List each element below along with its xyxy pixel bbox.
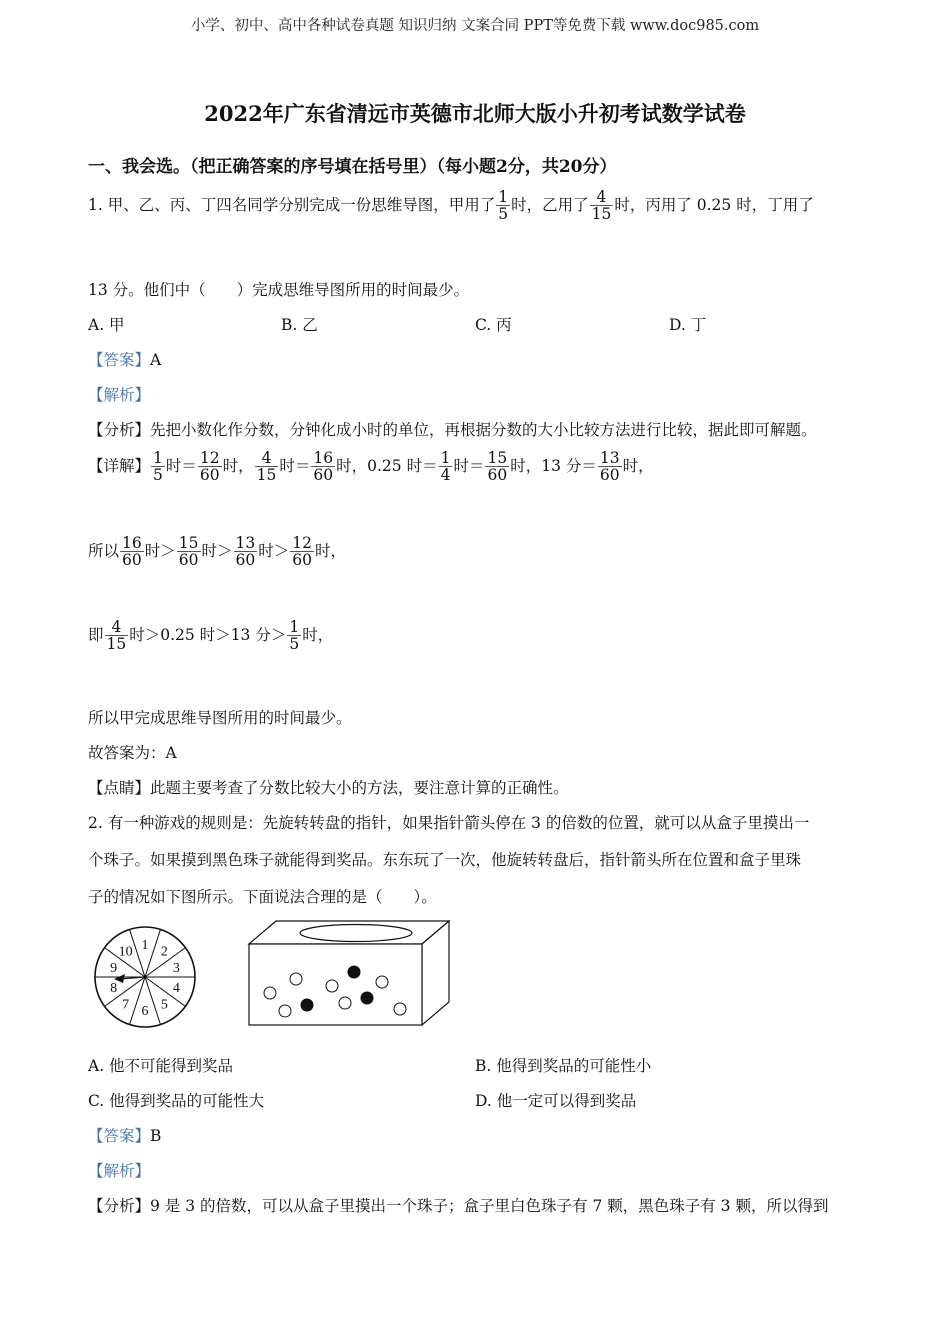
denominator: 60 [178,551,199,570]
answer-tag: 【答案】 [88,351,151,369]
bead-box-figure [244,918,456,1030]
frac [198,450,222,484]
fenxi-text: 先把小数化作分数，分钟化成小时的单位，再根据分数的大小比较方法进行比较，据此即可解题。 [150,421,817,439]
white-bead [394,1003,406,1015]
ie-text: 时， [302,625,334,644]
dianjing-tag: 【点睛】 [88,779,151,797]
spinner-number: 7 [122,997,130,1013]
spinner-number: 6 [141,1004,149,1019]
black-bead [301,999,314,1012]
q2-jiexi-tag: 【解析】 [88,1162,151,1180]
numerator: 1 [498,188,509,206]
numerator: 16 [313,449,334,467]
frac [177,535,201,569]
frac [290,535,314,569]
denominator: 5 [153,466,163,485]
spinner-figure [92,924,198,1030]
so-text: 时＞ [201,541,233,560]
numerator: 12 [292,534,312,552]
q2-option-a: A. 他不可能得到奖品 [88,1057,234,1075]
detail-text: 时， [622,456,654,475]
frac [439,450,453,484]
spinner-number: 4 [172,981,180,997]
frac [151,450,165,484]
denominator: 60 [235,551,256,570]
q2-stem-line1: 2. 有一种游戏的规则是：先旋转转盘的指针，如果指针箭头停在 3 的倍数的位置，就可以从盒子里摸出一 [88,814,810,832]
section-heading: 一、我会选。（把正确答案的序号填在括号里）（每小题2分，共20分） [88,157,617,177]
answer-value: A [150,351,162,369]
detail-text: 时＝ [453,456,485,475]
white-bead [326,980,338,992]
denominator: 60 [313,466,334,485]
box-opening [300,925,412,942]
answer-tag: 【答案】 [88,1127,151,1145]
detail-text: 时＝ [279,456,311,475]
spinner-number: 8 [110,981,118,997]
page-title: 2022年广东省清远市英德市北师大版小升初考试数学试卷 [204,101,746,126]
white-bead [279,1005,291,1017]
q1-frac-2 [590,189,614,223]
numerator: 12 [199,449,220,467]
denominator: 15 [256,466,277,485]
so-text: 时＞ [258,541,290,560]
spinner-number: 9 [110,960,118,976]
denominator: 15 [591,205,612,224]
white-bead [264,987,276,999]
q2-stem-line2: 个珠子。如果摸到黑色珠子就能得到奖品。东东玩了一次，他旋转转盘后，指针箭头所在位置和盒子里珠 [88,851,802,869]
q1-ie-line [88,619,333,653]
numerator: 16 [122,534,142,552]
page-header: 小学、初中、高中各种试卷真题 知识归纳 文案合同 PPT等免费下载 www.doc985.com [190,18,760,34]
black-bead [361,992,374,1005]
ie-text: 即 [88,625,104,644]
frac [105,619,129,653]
fenxi-tag: 【分析】 [88,421,151,439]
numerator: 4 [261,449,272,467]
q1-jiexi-tag: 【解析】 [88,386,151,404]
dianjing-text: 此题主要考查了分数比较大小的方法，要注意计算的正确性。 [150,779,569,797]
q1-frac-1 [496,189,510,223]
numerator: 15 [487,449,508,467]
detail-tag: 【详解】 [88,456,151,475]
white-bead [290,973,302,985]
white-bead [376,976,388,988]
fenxi-tag: 【分析】 [88,1197,151,1215]
spinner-number: 10 [118,944,133,960]
frac [287,619,301,653]
detail-text: 时，13 分＝ [510,456,597,475]
q2-fenxi [88,1194,828,1216]
q1-option-a: A. 甲 [88,316,125,334]
numerator: 15 [178,534,199,552]
fenxi-text: 9 是 3 的倍数，可以从盒子里摸出一个珠子；盒子里白色珠子有 7 颗，黑色珠子有 3 颗，所以得到 [150,1197,829,1215]
detail-text: 时＝ [165,456,197,475]
denominator: 5 [498,205,509,224]
numerator: 4 [111,618,122,636]
denominator: 5 [289,635,300,654]
q1-fenxi [88,418,817,440]
numerator: 13 [599,449,620,467]
white-bead [339,997,351,1009]
denominator: 60 [199,466,220,485]
denominator: 4 [440,466,451,485]
detail-text: 时， [222,456,254,475]
frac [485,450,509,484]
frac [311,450,335,484]
denominator: 60 [292,551,312,570]
denominator: 60 [122,551,142,570]
numerator: 1 [440,449,451,467]
q1-stem-line1 [88,189,814,223]
answer-value: B [150,1127,162,1145]
q1-dianjing [88,776,569,798]
spinner-number: 2 [160,944,168,960]
so-text: 所以 [88,541,120,560]
q1-conclusion: 所以甲完成思维导图所用的时间最少。 [88,709,352,727]
frac [234,535,258,569]
black-bead [348,966,361,979]
so-text: 时， [315,541,347,560]
q1-text-2: 时，乙用了 [511,195,589,214]
q2-option-b: B. 他得到奖品的可能性小 [475,1057,652,1075]
frac [255,450,279,484]
spinner-number: 3 [172,960,180,976]
q1-text-1: 1. 甲、乙、丙、丁四名同学分别完成一份思维导图，甲用了 [88,195,496,214]
q2-answer [88,1124,161,1146]
ie-text: 时＞0.25 时＞13 分＞ [129,625,287,644]
numerator: 1 [153,449,163,467]
numerator: 1 [289,618,300,636]
denominator: 60 [487,466,508,485]
so-text: 时＞ [144,541,176,560]
frac [120,535,144,569]
denominator: 15 [106,635,127,654]
q1-stem-line2: 13 分。他们中（ ）完成思维导图所用的时间最少。 [88,281,470,299]
q1-answer [88,348,161,370]
spinner-number: 1 [141,938,149,953]
q1-final: 故答案为：A [88,744,177,762]
spinner-number: 5 [160,997,168,1013]
q2-option-c: C. 他得到奖品的可能性大 [88,1092,265,1110]
frac [598,450,622,484]
q1-option-d: D. 丁 [669,316,707,334]
q1-detail-line [88,450,654,484]
numerator: 4 [596,188,607,206]
q2-stem-line3: 子的情况如下图所示。下面说法合理的是（ ）。 [88,888,437,906]
denominator: 60 [599,466,620,485]
q1-so-line [88,535,346,569]
q2-option-d: D. 他一定可以得到奖品 [475,1092,637,1110]
q1-option-c: C. 丙 [475,316,512,334]
numerator: 13 [235,534,256,552]
q1-text-3: 时，丙用了 0.25 时，丁用了 [614,195,814,214]
detail-text: 时，0.25 时＝ [336,456,438,475]
q1-option-b: B. 乙 [281,316,318,334]
